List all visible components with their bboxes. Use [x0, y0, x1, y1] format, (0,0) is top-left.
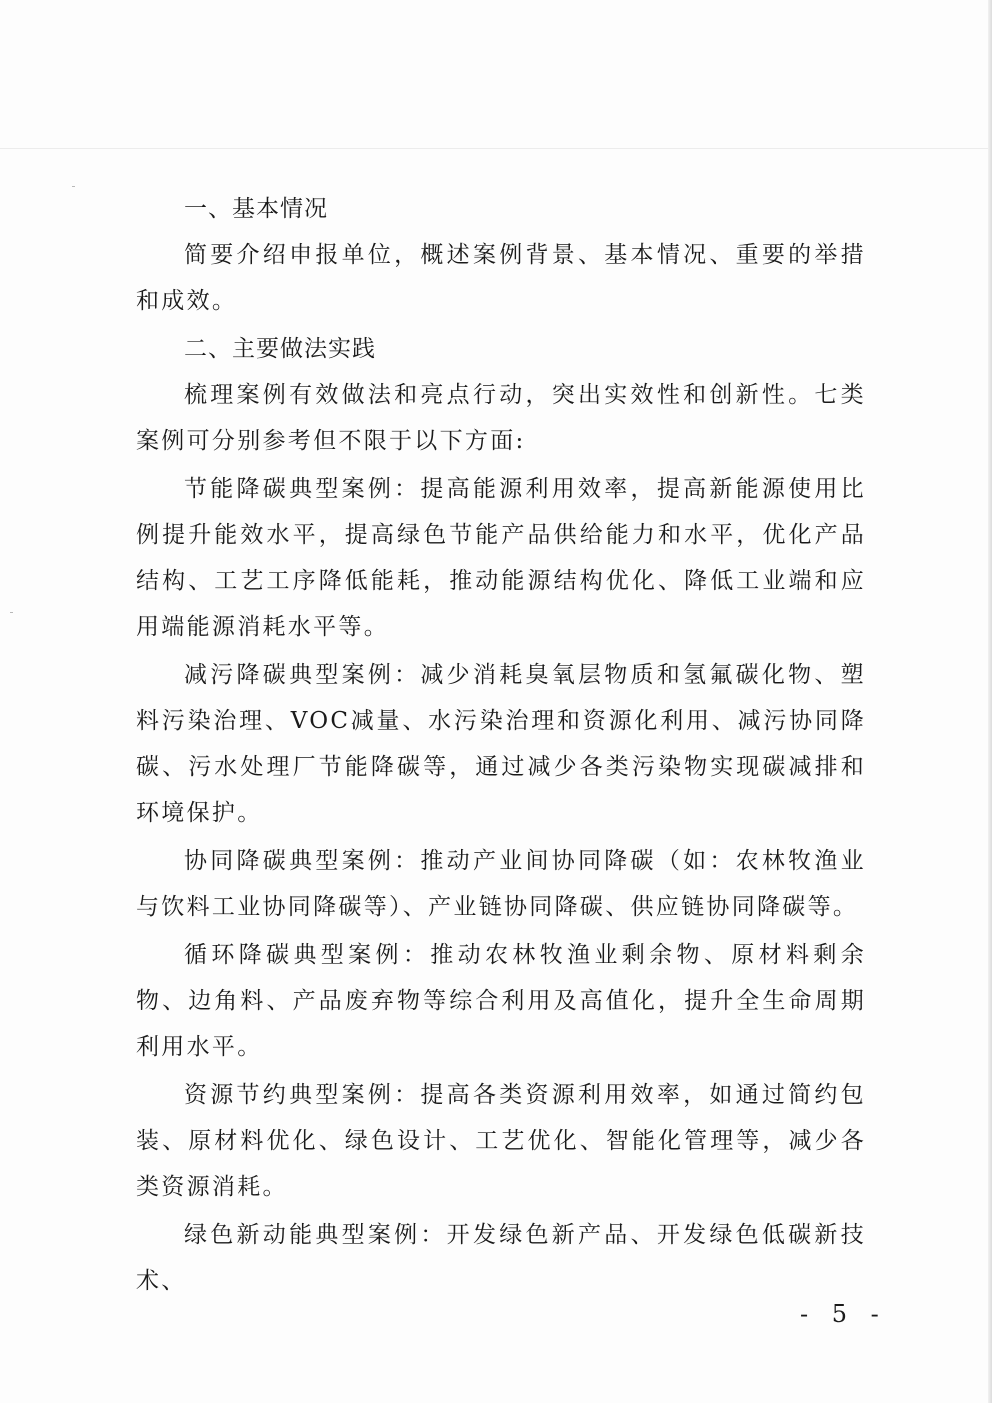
paragraph-resource-saving: 资源节约典型案例：提高各类资源利用效率，如通过简约包装、原材料优化、绿色设计、工艺优化、智能化管理等，减少各类资源消耗。: [136, 1082, 866, 1200]
page-number: - 5 -: [800, 1300, 887, 1328]
paragraph-pollution-reduction: 减污降碳典型案例：减少消耗臭氧层物质和氢氟碳化物、塑料污染治理、VOC减量、水污染治理和资源化利用、减污协同降碳、污水处理厂节能降碳等，通过减少各类污染物实现碳减排和环境保护。: [136, 662, 866, 826]
paragraph-green-new-energy: 绿色新动能典型案例：开发绿色新产品、开发绿色低碳新技术、: [136, 1222, 866, 1294]
section-heading-main-practice: 二、主要做法实践: [184, 336, 376, 362]
paragraph-circular: 循环降碳典型案例：推动农林牧渔业剩余物、原材料剩余物、边角料、产品废弃物等综合利用及高值化，提升全生命周期利用水平。: [136, 942, 866, 1060]
section-heading-basic-info: 一、基本情况: [184, 196, 328, 222]
scan-fold-line: [0, 148, 992, 149]
scan-speck: [72, 186, 75, 187]
document-body: [136, 186, 866, 1306]
paragraph-energy-saving: 节能降碳典型案例：提高能源利用效率，提高新能源使用比例提升能效水平，提高绿色节能产品供给能力和水平，优化产品结构、工艺工序降低能耗，推动能源结构优化、降低工业端和应用端能源消耗水平等。: [136, 476, 866, 640]
paragraph-practice-intro: 梳理案例有效做法和亮点行动，突出实效性和创新性。七类案例可分别参考但不限于以下方面:: [136, 382, 866, 454]
paragraph-basic-info: 简要介绍申报单位，概述案例背景、基本情况、重要的举措和成效。: [136, 242, 866, 314]
scan-page-edge: [988, 0, 992, 1403]
paragraph-synergy: 协同降碳典型案例：推动产业间协同降碳（如：农林牧渔业与饮料工业协同降碳等）、产业链协同降碳、供应链协同降碳等。: [136, 848, 866, 920]
scan-speck: [10, 612, 13, 613]
